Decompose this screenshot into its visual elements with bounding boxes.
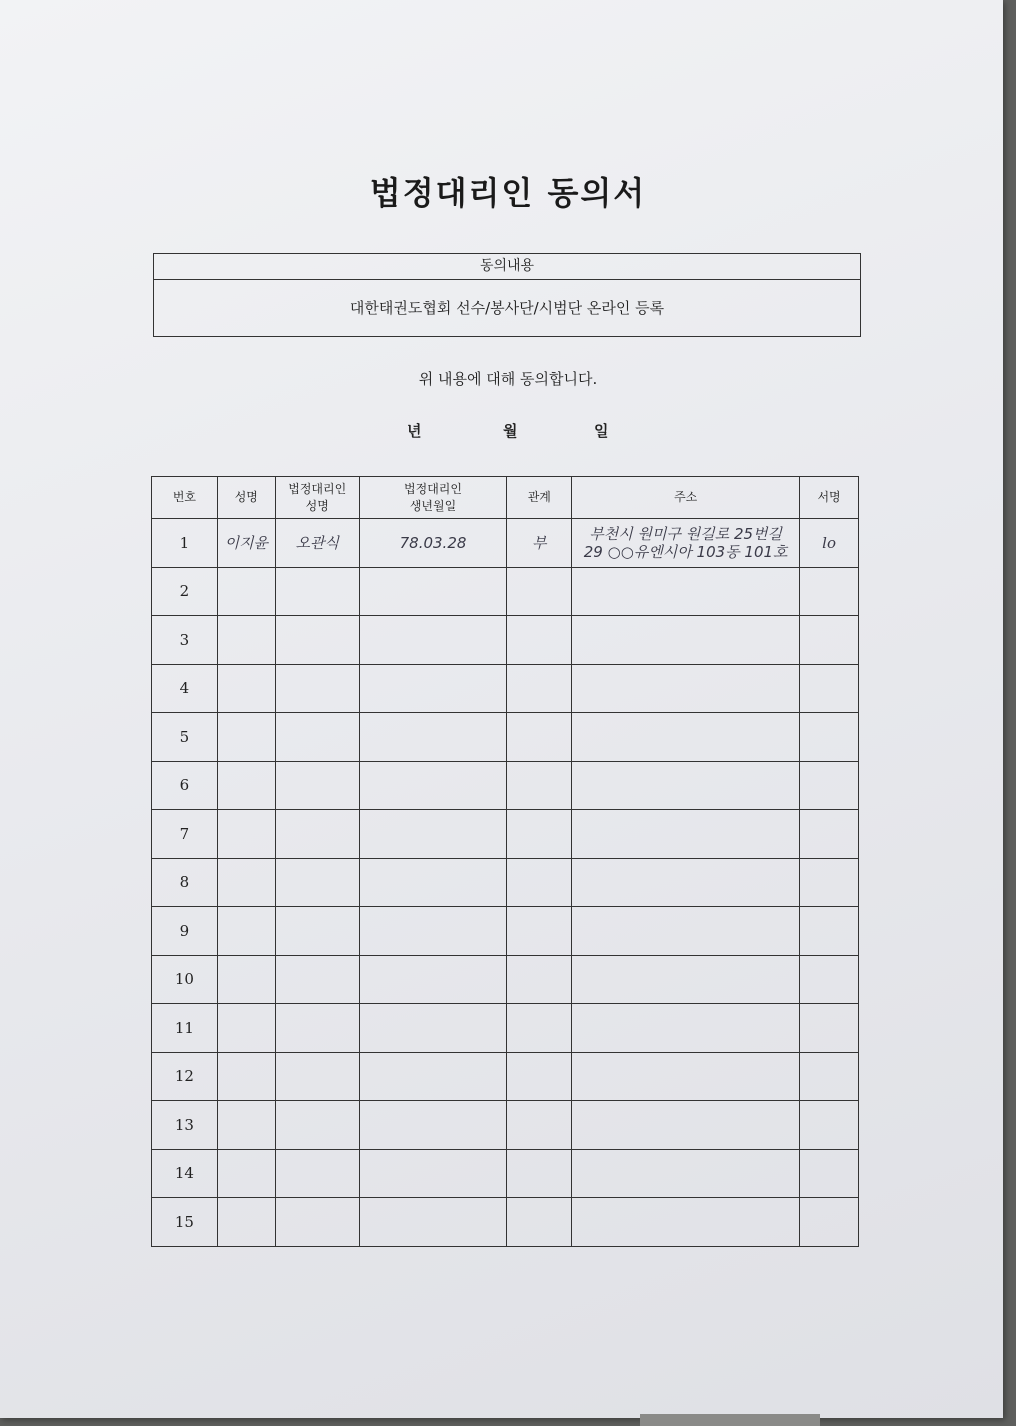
row-number: 9 xyxy=(152,907,218,956)
row-number: 14 xyxy=(152,1149,218,1198)
table-row xyxy=(152,1004,859,1053)
address-line-1: 부천시 원미구 원길로 25번길 xyxy=(589,524,783,543)
row-number: 13 xyxy=(152,1101,218,1150)
row-number: 12 xyxy=(152,1052,218,1101)
consent-content: 대한태권도협회 선수/봉사단/시범단 온라인 등록 xyxy=(349,299,665,317)
header-address: 주소 xyxy=(572,477,800,519)
row-number: 15 xyxy=(152,1198,218,1247)
table-row xyxy=(152,955,859,1004)
date-year-label: 년 xyxy=(407,422,422,440)
row-number: 3 xyxy=(152,616,218,665)
header-guardian-birth: 법정대리인 생년월일 xyxy=(359,477,507,519)
row-number: 6 xyxy=(152,761,218,810)
table-row xyxy=(152,519,859,568)
document-title: 법정대리인 동의서 xyxy=(369,174,647,212)
row-relation: 부 xyxy=(507,519,572,568)
consent-header: 동의내용 xyxy=(154,254,860,280)
row-number: 5 xyxy=(152,713,218,762)
row-guardian-name: 오관식 xyxy=(275,519,359,568)
agreement-statement: 위 내용에 대해 동의합니다. xyxy=(418,370,598,388)
table-header-row xyxy=(152,477,859,519)
row-address xyxy=(572,519,800,568)
row-number: 7 xyxy=(152,810,218,859)
row-name: 이지윤 xyxy=(217,519,275,568)
header-signature: 서명 xyxy=(800,477,859,519)
table-row xyxy=(152,713,859,762)
table-row xyxy=(152,1198,859,1247)
background-object xyxy=(640,1414,820,1426)
table-row xyxy=(152,1149,859,1198)
table-row xyxy=(152,1101,859,1150)
header-relation: 관계 xyxy=(507,477,572,519)
table-row xyxy=(152,616,859,665)
row-guardian-birth: 78.03.28 xyxy=(359,519,507,568)
row-number: 8 xyxy=(152,858,218,907)
row-number: 10 xyxy=(152,955,218,1004)
table-row xyxy=(152,664,859,713)
table-row xyxy=(152,1052,859,1101)
date-month-label: 월 xyxy=(503,422,518,440)
table-row xyxy=(152,810,859,859)
table-row xyxy=(152,907,859,956)
row-number: 1 xyxy=(152,519,218,568)
header-number: 번호 xyxy=(152,477,218,519)
header-guardian-name: 법정대리인 성명 xyxy=(275,477,359,519)
row-number: 2 xyxy=(152,567,218,616)
row-number: 4 xyxy=(152,664,218,713)
table-row xyxy=(152,858,859,907)
row-signature: lo xyxy=(800,519,859,568)
date-day-label: 일 xyxy=(594,422,609,440)
registration-table xyxy=(151,476,859,1247)
table-row xyxy=(152,761,859,810)
table-row xyxy=(152,567,859,616)
header-name: 성명 xyxy=(217,477,275,519)
row-number: 11 xyxy=(152,1004,218,1053)
consent-box xyxy=(153,253,861,337)
address-line-2: 29 ○○유엔시아 103동 101호 xyxy=(583,542,788,561)
